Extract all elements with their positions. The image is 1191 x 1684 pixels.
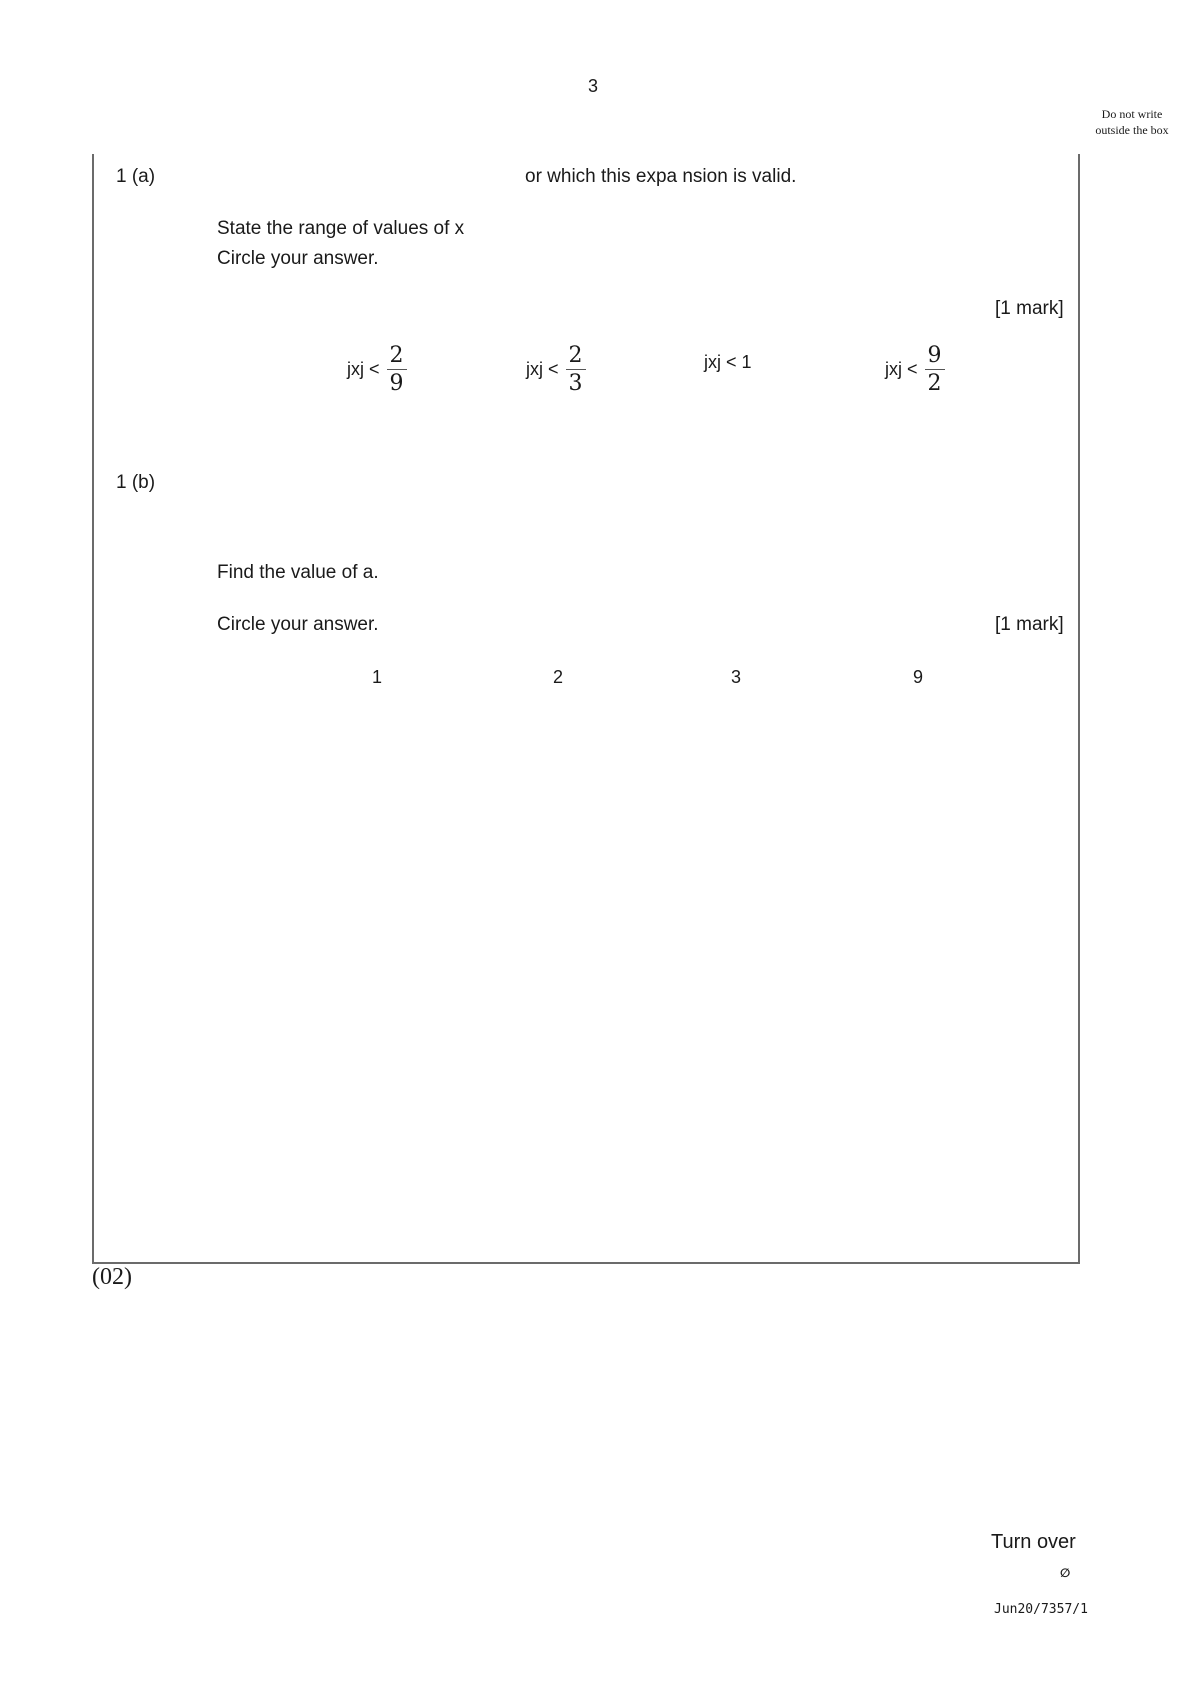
question-1b-circle-instruction: Circle your answer. bbox=[217, 614, 379, 635]
page-code: (02) bbox=[92, 1264, 132, 1290]
question-1b-instruction: Find the value of a. bbox=[217, 562, 379, 583]
option-1a-1[interactable] bbox=[347, 344, 407, 396]
question-1a-instruction: State the range of values of x bbox=[217, 218, 465, 239]
option-1a-3-text: jxj < 1 bbox=[704, 352, 752, 372]
fraction-bar bbox=[387, 369, 407, 370]
fraction bbox=[387, 344, 407, 396]
option-1b-3[interactable]: 3 bbox=[731, 667, 742, 687]
option-1b-4[interactable]: 9 bbox=[913, 667, 924, 687]
page-number: 3 bbox=[588, 76, 599, 96]
fraction-numerator: 9 bbox=[927, 343, 942, 368]
turn-over-text: Turn over bbox=[991, 1531, 1076, 1553]
margin-note: Do not write outside the box bbox=[1095, 107, 1169, 137]
question-1a-stem: or which this expa nsion is valid. bbox=[525, 166, 797, 187]
option-1b-2[interactable]: 2 bbox=[553, 667, 564, 687]
option-1a-4[interactable] bbox=[885, 344, 945, 396]
fraction-denominator: 3 bbox=[568, 371, 583, 396]
fraction-numerator: 2 bbox=[568, 343, 583, 368]
question-1a-circle-instruction: Circle your answer. bbox=[217, 248, 379, 269]
option-1a-4-prefix: jxj < bbox=[885, 358, 918, 379]
option-1a-2[interactable] bbox=[526, 344, 586, 396]
fraction-bar bbox=[925, 369, 945, 370]
question-number-1a: 1 (a) bbox=[116, 166, 156, 187]
fraction bbox=[925, 344, 945, 396]
fraction-denominator: 9 bbox=[389, 371, 404, 396]
small-mark: ∅ bbox=[1060, 1566, 1071, 1580]
option-1a-3[interactable] bbox=[704, 352, 752, 373]
answer-box bbox=[92, 154, 1080, 1264]
option-1a-2-prefix: jxj < bbox=[526, 358, 559, 379]
fraction-denominator: 2 bbox=[927, 371, 942, 396]
option-1a-1-prefix: jxj < bbox=[347, 358, 380, 379]
option-1b-1[interactable]: 1 bbox=[372, 667, 383, 687]
question-number-1b: 1 (b) bbox=[116, 472, 156, 493]
exam-code: Jun20/7357/1 bbox=[994, 1602, 1088, 1617]
fraction-numerator: 2 bbox=[389, 343, 404, 368]
question-1a-marks: [1 mark] bbox=[995, 298, 1064, 319]
fraction-bar bbox=[566, 369, 586, 370]
fraction bbox=[566, 344, 586, 396]
question-1b-marks: [1 mark] bbox=[995, 614, 1064, 635]
